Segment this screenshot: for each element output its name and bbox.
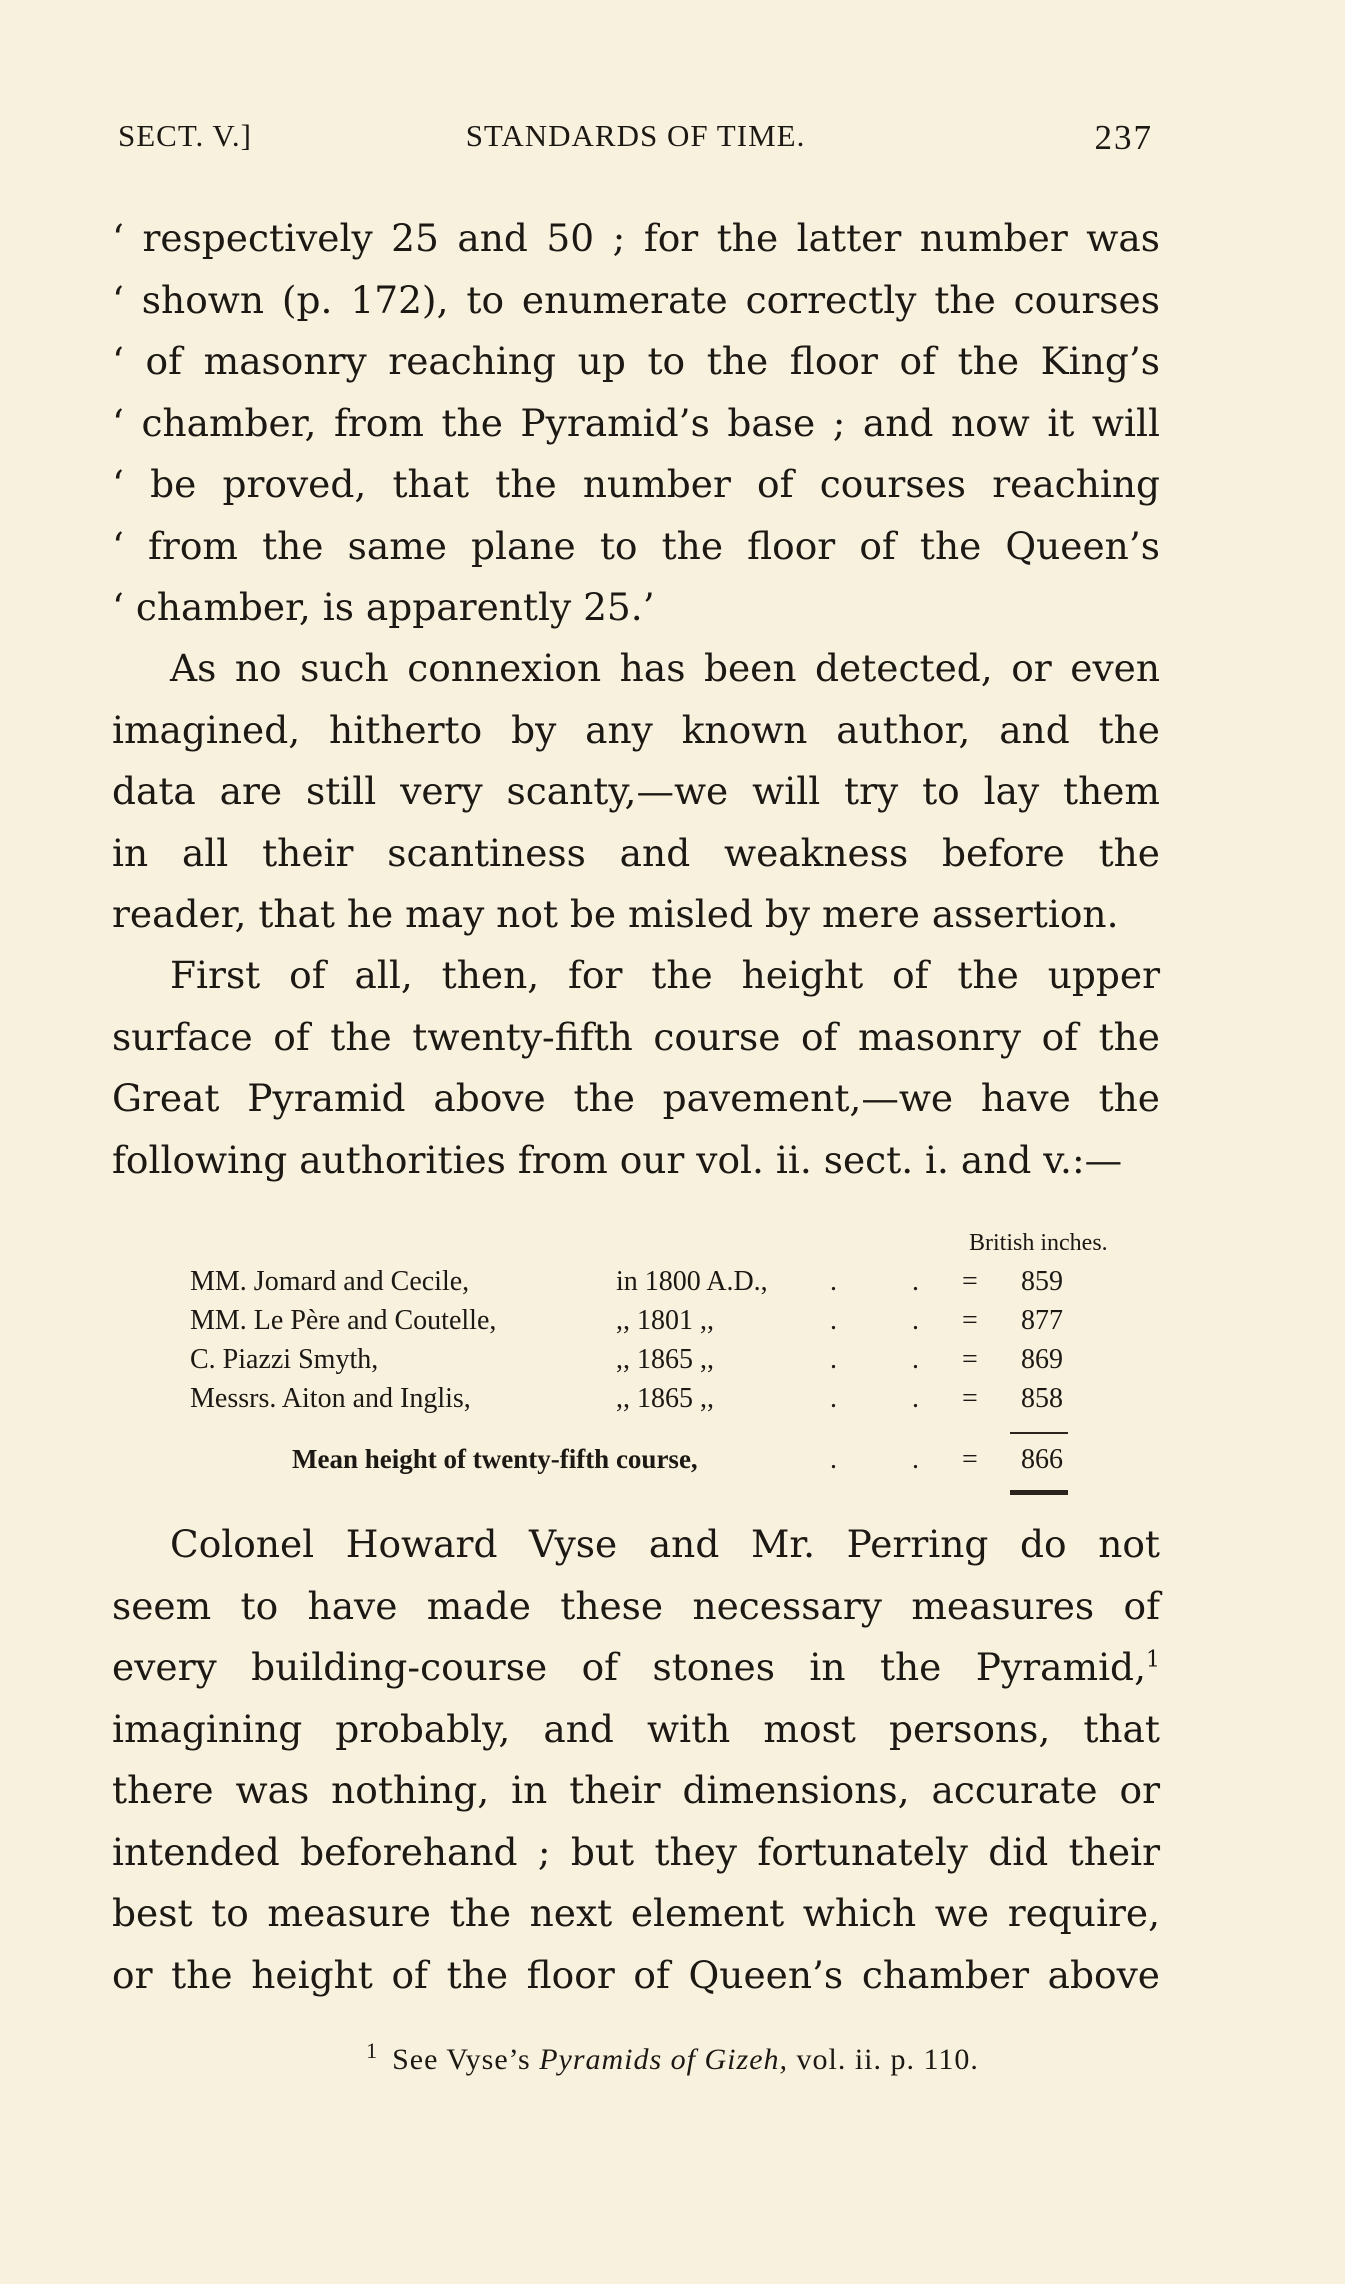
equals-sign: = — [962, 1444, 978, 1475]
section-label: SECT. V.] — [118, 118, 252, 153]
mean-value: 866 — [1021, 1444, 1063, 1475]
text-line: First of all, then, for the height of the upper — [170, 953, 1160, 997]
text-line: there was nothing, in their dimensions, accurate or — [112, 1768, 1160, 1812]
sum-rule — [1010, 1432, 1068, 1434]
observer-name: Messrs. Aiton and Inglis, — [190, 1383, 471, 1414]
table-row — [180, 1383, 1100, 1423]
text-line: surface of the twenty-fifth course of masonry of the — [112, 1014, 1160, 1059]
mean-row — [180, 1444, 1100, 1484]
running-header — [118, 118, 1153, 168]
observer-name: MM. Jomard and Cecile, — [190, 1266, 470, 1297]
height-value: 869 — [1021, 1344, 1063, 1375]
table-row — [180, 1305, 1100, 1345]
text-line: every building-course of stones in the Pyramid,$^1$ — [112, 1645, 1160, 1689]
text-line: in all their scantiness and weakness before the — [112, 830, 1160, 875]
paragraph-vyse — [112, 1514, 1160, 2006]
height-value: 859 — [1021, 1266, 1063, 1297]
footnote-marker: 1 — [366, 2038, 379, 2063]
quoted-paragraph — [112, 208, 1160, 639]
footnote: $^1$ See Vyse’s Pyramids of Gizeh, vol. ii. p. 110. — [366, 2038, 979, 2076]
total-rule — [1010, 1490, 1068, 1495]
leader-dots: . . — [830, 1305, 953, 1336]
text-line: ‘ shown (p. 172), to enumerate correctly the courses — [112, 277, 1160, 322]
observation-year: ,, 1801 ,, — [616, 1305, 714, 1336]
equals-sign: = — [962, 1383, 978, 1414]
footnote-book-title: Pyramids of Gizeh, — [539, 2043, 789, 2076]
text-line: ‘ from the same plane to the floor of the Queen’s — [112, 523, 1160, 568]
text-line: best to measure the next element which we require, — [112, 1891, 1160, 1935]
text-line: or the height of the floor of Queen’s chamber above — [112, 1952, 1160, 1997]
text-line: ‘ chamber, from the Pyramid’s base ; and now it will — [112, 400, 1160, 445]
text-line: ‘ chamber, is apparently 25.’ — [112, 585, 655, 629]
height-value: 858 — [1021, 1383, 1063, 1414]
height-value: 877 — [1021, 1305, 1063, 1336]
observation-year: ,, 1865 ,, — [616, 1383, 714, 1414]
text-line: following authorities from our vol. ii. sect. i. and v.:— — [112, 1137, 1123, 1182]
text-line: Colonel Howard Vyse and Mr. Perring do not — [170, 1522, 1160, 1566]
leader-dots: . . — [830, 1266, 953, 1297]
equals-sign: = — [962, 1305, 978, 1336]
table-row — [180, 1266, 1100, 1306]
text-line: Great Pyramid above the pavement,—we have the — [112, 1076, 1160, 1120]
text-line: imagined, hitherto by any known author, and the — [112, 707, 1160, 752]
text-line: imagining probably, and with most persons, that — [112, 1706, 1160, 1751]
text-line: ‘ be proved, that the number of courses reaching — [112, 462, 1160, 506]
text-line: As no such connexion has been detected, or even — [170, 646, 1160, 690]
observation-year: in 1800 A.D., — [616, 1266, 768, 1297]
mean-label: Mean height of twenty-fifth course, — [292, 1444, 698, 1474]
text-line: ‘ of masonry reaching up to the floor of the King’s — [112, 339, 1160, 383]
running-title: STANDARDS OF TIME. — [465, 118, 806, 153]
page-number: 237 — [1094, 118, 1153, 157]
text-line: intended beforehand ; but they fortunately did their — [112, 1829, 1160, 1874]
paragraph-first-of-all — [112, 945, 1160, 1191]
leader-dots: . . — [830, 1344, 953, 1375]
column-header-units: British inches. — [969, 1230, 1108, 1256]
text-line: seem to have made these necessary measures of — [112, 1583, 1160, 1628]
equals-sign: = — [962, 1344, 978, 1375]
paragraph-connexion — [112, 638, 1160, 946]
observer-name: C. Piazzi Smyth, — [190, 1344, 379, 1375]
observation-year: ,, 1865 ,, — [616, 1344, 714, 1375]
equals-sign: = — [962, 1266, 978, 1297]
leader-dots: . . — [830, 1383, 953, 1414]
leader-dots: . . — [830, 1444, 953, 1475]
text-line: data are still very scanty,—we will try to lay them — [112, 769, 1160, 813]
observer-name: MM. Le Père and Coutelle, — [190, 1305, 497, 1336]
footnote-reference: 1 — [1146, 1647, 1160, 1673]
text-line: reader, that he may not be misled by mere assertion. — [112, 892, 1119, 936]
table-row — [180, 1344, 1100, 1384]
text-line: ‘ respectively 25 and 50 ; for the latter number was — [112, 216, 1160, 260]
